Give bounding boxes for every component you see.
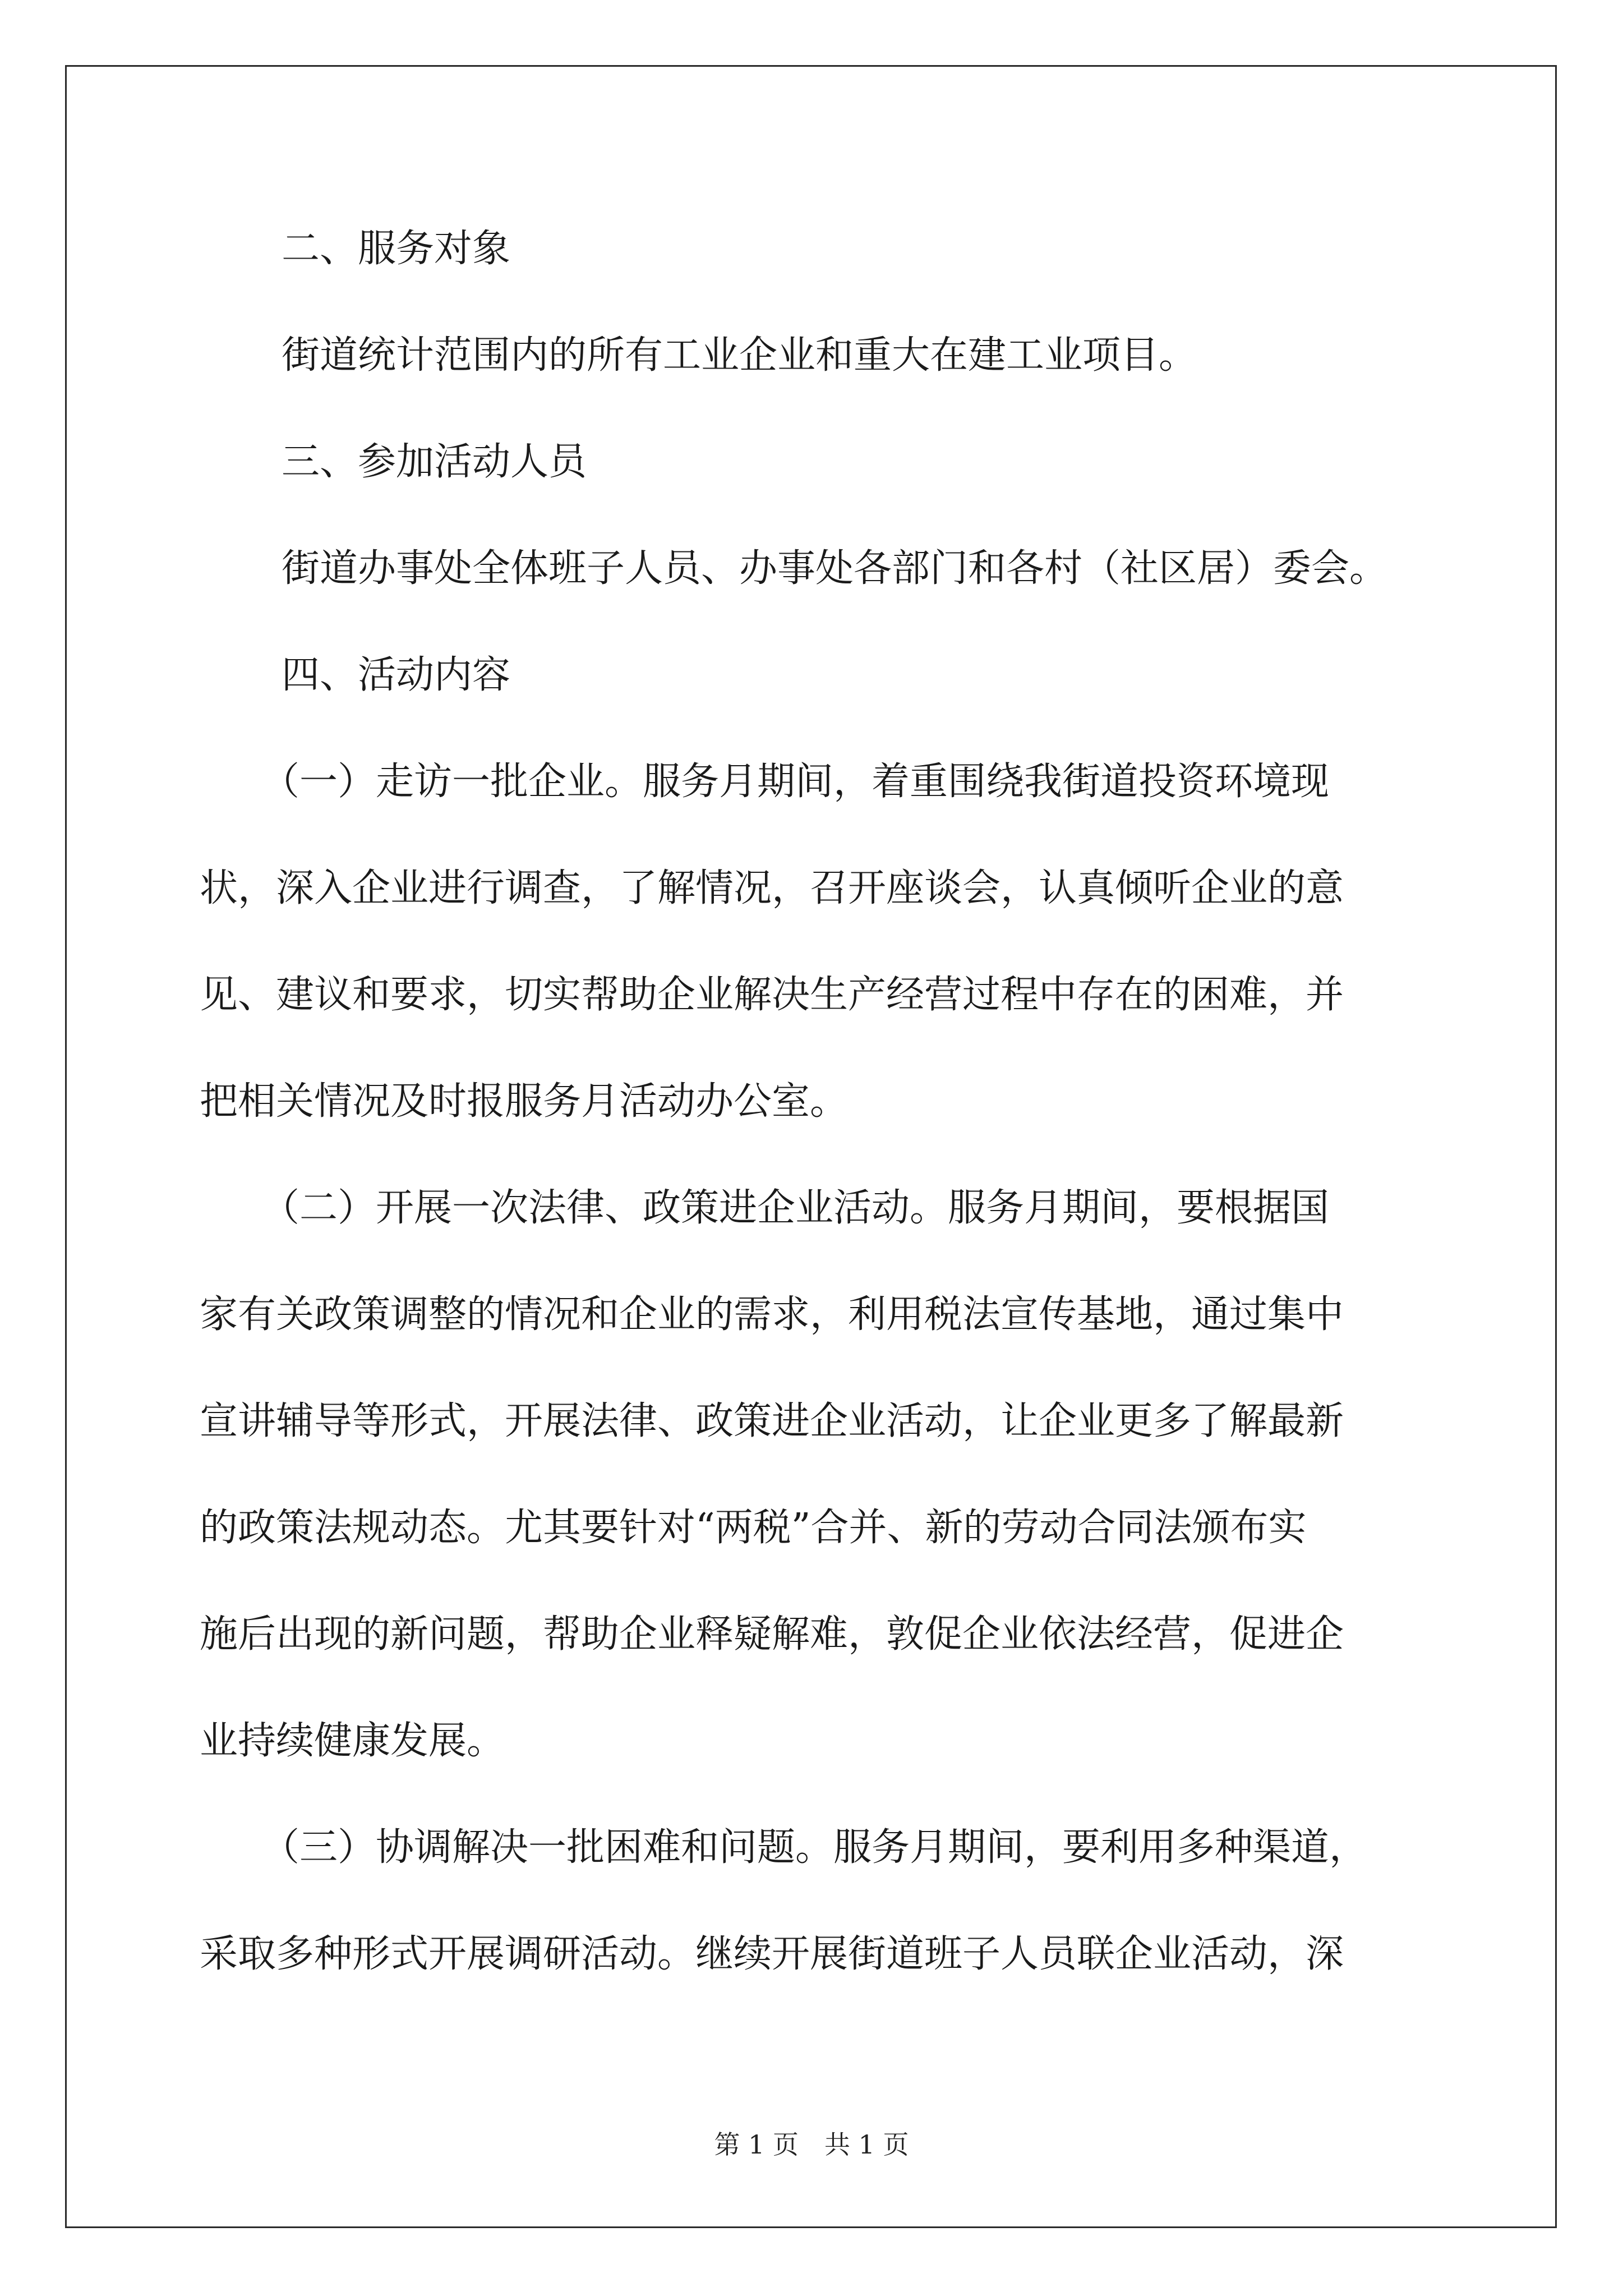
paragraph-line: 宣讲辅导等形式，开展法律、政策进企业活动，让企业更多了解最新: [200, 1399, 1344, 1443]
paragraph-line: 街道统计范围内的所有工业企业和重大在建工业项目。: [282, 333, 1197, 378]
paragraph-line: （三）协调解决一批困难和问题。服务月期间，要利用多种渠道，: [261, 1825, 1368, 1870]
paragraph-line: 见、建议和要求，切实帮助企业解决生产经营过程中存在的困难，并: [200, 973, 1344, 1017]
heading-activity-content: 四、活动内容: [282, 653, 511, 697]
paragraph-line: 家有关政策调整的情况和企业的需求，利用税法宣传基地，通过集中: [200, 1292, 1344, 1337]
paragraph-line: （一）走访一批企业。服务月期间，着重围绕我街道投资环境现: [261, 760, 1330, 804]
page-number-footer: 第 1 页 共 1 页: [714, 2129, 909, 2160]
paragraph-line: （二）开展一次法律、政策进企业活动。服务月期间，要根据国: [261, 1186, 1330, 1230]
paragraph-line: 施后出现的新问题，帮助企业释疑解难，敦促企业依法经营，促进企: [200, 1612, 1344, 1657]
paragraph-line: 把相关情况及时报服务月活动办公室。: [200, 1079, 849, 1124]
paragraph-line: 的政策法规动态。尤其要针对“两税”合并、新的劳动合同法颁布实: [200, 1506, 1307, 1550]
paragraph-line: 采取多种形式开展调研活动。继续开展街道班子人员联企业活动，深: [200, 1932, 1344, 1976]
paragraph-line: 状，深入企业进行调查，了解情况，召开座谈会，认真倾听企业的意: [200, 866, 1344, 910]
paragraph-line: 业持续健康发展。: [200, 1719, 505, 1763]
heading-participants: 三、参加活动人员: [282, 440, 587, 484]
paragraph-line: 街道办事处全体班子人员、办事处各部门和各村（社区居）委会。: [282, 546, 1388, 591]
heading-service-target: 二、服务对象: [282, 227, 511, 271]
page-border: [65, 65, 1557, 2228]
